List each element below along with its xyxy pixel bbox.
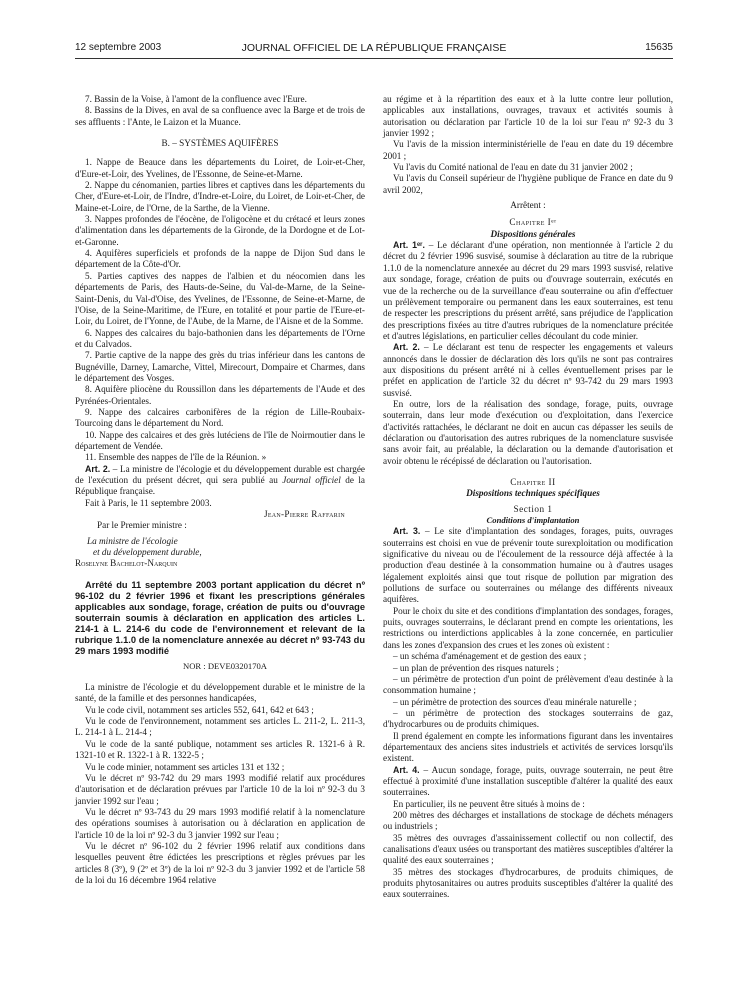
- ministre-title-1: La ministre de l'écologie: [87, 535, 178, 546]
- visa: Vu le décret nº 93-743 du 29 mars 1993 modifié relatif à la nomenclature des opérations soumises à autorisation ou à déclaration en application de l'article 10 de la loi nº 92-3 du 3 janvier 1992 sur l'eau ;: [75, 806, 365, 840]
- visa: Vu le code de la santé publique, notamment ses articles R. 1321-6 à R. 1321-10 et R. 1322-1 à R. 1322-5 ;: [75, 738, 365, 761]
- paragraph: Il prend également en compte les informations figurant dans les inventaires départementaux des anciens sites industriels et activités de services lorsqu'ils existent.: [383, 730, 673, 764]
- visa: Vu le code civil, notamment ses articles 552, 641, 642 et 643 ;: [85, 704, 314, 715]
- signatory-name: Jean-Pierre Raffarin: [263, 509, 345, 520]
- aquifer-list: [75, 157, 365, 463]
- visa: La ministre de l'écologie et du développement durable et le ministre de la santé, de la famille et des personnes handicapées,: [75, 682, 365, 704]
- article-label: Art. 4.: [393, 764, 420, 775]
- section-title: B. – SYSTÈMES AQUIFÈRES: [161, 138, 279, 149]
- article-label: Art. 2.: [393, 342, 420, 353]
- par-premier-ministre: Par le Premier ministre :: [97, 520, 187, 531]
- list-item: 4. Aquifères superficiels et profonds de la nappe de Dijon Sud dans le département de la Côte-d'Or.: [75, 248, 365, 270]
- header-date: 12 septembre 2003: [75, 42, 162, 53]
- visa: Vu l'avis du Comité national de l'eau en date du 31 janvier 2002 ;: [393, 162, 633, 173]
- paragraph: En outre, lors de la réalisation des sondage, forage, puits, ouvrage souterrain, dans leur mode d'exécution ou d'exploitation, dans l'exercice d'activités rattachées, le déclarant ne doit en aucun cas dépasser les seuils de déclaration ou d'autorisation des autres rubriques de la nomenclature susvisée sans avoir fait, au préalable, la déclaration ou la demande d'autorisation et avoir obtenu le récépissé de déclaration ou l'autorisation.: [383, 398, 673, 466]
- visa: Vu le code minier, notamment ses articles 131 et 132 ;: [85, 761, 285, 772]
- list-item: 35 mètres des ouvrages d'assainissement collectif ou non collectif, des canalisations d'eaux usées ou transportant des matières susceptibles d'altérer la qualité des eaux souterraines ;: [383, 832, 673, 866]
- arrete-title: Arrêté du 11 septembre 2003 portant application du décret nº 96-102 du 2 février 1996 et fixant les prescriptions générales applicables aux sondage, forage, création de puits ou d'ouvrage souterrain soumis à déclaration en application des articles L. 214-1 à L. 214-6 du code de l'environnement et relevant de la rubrique 1.1.0 de la nomenclature annexée au décret nº 93-743 du 29 mars 1993 modifié: [75, 579, 365, 656]
- list-item: 5. Parties captives des nappes de l'albien et du néocomien dans les départements de Paris, des Hauts-de-Seine, du Val-de-Marne, de la Seine-Saint-Denis, du Val-d'Oise, des Yvelines, de l'Essonne, de Seine-et-Marne, de l'Oise, de la Seine-Maritime, de l'Eure, en totalité et pour partie de l'Eure-et-Loir, du Loiret, de l'Yonne, de l'Aube, de la Marne, de l'Aisne et de la Somme.: [75, 270, 365, 327]
- section-1-title: Conditions d'implantation: [486, 515, 580, 526]
- list-item: 200 mètres des décharges et installations de stockage de déchets ménagers ou industriels ;: [383, 809, 673, 832]
- paragraph: En particulier, ils ne peuvent être situés à moins de :: [393, 798, 585, 809]
- visa: Vu le code de l'environnement, notamment ses articles L. 211-2, L. 211-3, L. 214-1 à L. 214-4 ;: [75, 716, 365, 738]
- list-item: – un plan de prévention des risques naturels ;: [393, 662, 559, 673]
- visa: Vu l'avis de la mission interministérielle de l'eau en date du 19 décembre 2001 ;: [383, 139, 673, 161]
- paragraph: 7. Bassin de la Voise, à l'amont de la confluence avec l'Eure.: [85, 94, 307, 104]
- article-label: Art. 1ᵉʳ.: [393, 240, 425, 251]
- list-item: 8. Aquifère pliocène du Roussillon dans les départements de l'Aude et des Pyrénées-Orientales.: [75, 384, 365, 406]
- paragraph: Pour le choix du site et des conditions d'implantation des sondages, forages, puits, ouvrages souterrains, le déclarant prend en compte les orientations, les restrictions ou interdictions applicables à la zone concernée, en particulier dans les zones d'expansion des crues et les zones où existent :: [383, 605, 673, 650]
- list-item: 35 mètres des stockages d'hydrocarbures, de produits chimiques, de produits phytosanitaires ou autres produits susceptibles d'altérer la qualité des eaux souterraines.: [383, 866, 673, 900]
- visa: au régime et à la répartition des eaux et à la lutte contre leur pollution, applicables aux installations, ouvrages, travaux et activités soumis à autorisation ou déclaration par l'article 10 de la loi sur l'eau nº 92-3 du 3 janvier 1992 ;: [383, 94, 673, 139]
- ministre-name: Roselyne Bachelot-Narquin: [75, 558, 178, 569]
- left-column: [75, 94, 365, 886]
- article-4: Art. 4. – Aucun sondage, forage, puits, ouvrage souterrain, ne peut être effectué à proximité d'une installation susceptible d'altérer la qualité des eaux souterraines.: [383, 764, 673, 798]
- visa: Vu le décret nº 93-742 du 29 mars 1993 modifié relatif aux procédures d'autorisation et de déclaration prévues par l'article 10 de la loi nº 92-3 du 3 janvier 1992 sur l'eau ;: [75, 772, 365, 806]
- header-rule: [75, 58, 673, 59]
- visa: Vu l'avis du Conseil supérieur de l'hygiène publique de France en date du 9 avril 2002,: [383, 173, 673, 195]
- article-2: Art. 2. – Le déclarant est tenu de respecter les engagements et valeurs annoncés dans le dossier de déclaration dès lors qu'ils ne sont pas contraires aux dispositions du présent arrêté ni à celles éventuellement prises par le préfet en application de l'article 32 du décret nº 93-742 du 29 mars 1993 susvisé.: [383, 342, 673, 398]
- list-item: 10. Nappe des calcaires et des grès lutéciens de l'île de Noirmoutier dans le département de Vendée.: [75, 429, 365, 451]
- list-item: 3. Nappes profondes de l'éocène, de l'oligocène et du crétacé et leurs zones d'alimentation dans les départements de la Gironde, de la Dordogne et de Lot-et-Garonne.: [75, 214, 365, 247]
- section-1-heading: Section 1: [513, 503, 553, 514]
- list-item: 9. Nappe des calcaires carbonifères de la région de Lille-Roubaix-Tourcoing dans le département du Nord.: [75, 406, 365, 429]
- list-item: 7. Partie captive de la nappe des grès du trias inférieur dans les cantons de Bugnéville, Darney, Lamarche, Vittel, Mirecourt, Dompaire et Charmes, dans le département des Vosges.: [75, 350, 365, 383]
- visa: Vu le décret nº 96-102 du 2 février 1996 relatif aux conditions dans lesquelles peuvent être édictées les prescriptions et règles prévues par les articles 8 (3º), 9 (2º et 3º) de la loi nº 92-3 du 3 janvier 1992 et de l'article 58 de la loi du 16 décembre 1964 relative: [75, 840, 365, 885]
- article-label: Art. 2.: [85, 463, 111, 474]
- ministre-title-2: et du développement durable,: [93, 547, 202, 558]
- list-item: – un périmètre de protection d'un point de prélèvement d'eau destinée à la consommation humaine ;: [383, 673, 673, 696]
- article-2-decree: Art. 2. – La ministre de l'écologie et du développement durable est chargée de l'exécution du présent décret, qui sera publié au Journal officiel de la République française.: [75, 463, 366, 497]
- list-item: – un périmètre de protection des stockages souterrains de gaz, d'hydrocarbures ou de produits chimiques.: [383, 707, 673, 730]
- arretent: Arrêtent :: [510, 200, 546, 211]
- header-page-number: 15635: [645, 42, 673, 53]
- protection-zone-list: [383, 651, 673, 730]
- article-1: Art. 1ᵉʳ. – Le déclarant d'une opération, non mentionnée à l'article 2 du décret du 2 février 1996 susvisé, soumise à déclaration au titre de la rubrique 1.1.0 de la nomenclature annexée au décret du 29 mars 1993 susvisé, relative aux sondage, forage, création de puits ou d'ouvrage souterrain, exécutés en vue de la recherche ou de la surveillance d'eau souterraine ou afin d'effectuer un prélèvement temporaire ou permanent dans les eaux souterraines, est tenu de respecter les prescriptions du présent arrêté, sans préjudice de l'application des prescriptions fixées au titre d'autres rubriques de la nomenclature précitée et d'autres législations, en particulier celles découlant du code minier.: [383, 240, 673, 341]
- page-header: [75, 42, 673, 56]
- article-label: Art. 3.: [393, 526, 421, 537]
- list-item: 11. Ensemble des nappes de l'île de la Réunion. »: [85, 452, 267, 463]
- list-item: 1. Nappe de Beauce dans les départements du Loiret, de Loir-et-Cher, d'Eure-et-Loir, des Yvelines, de l'Essonne, de Seine-et-Marne.: [75, 157, 365, 179]
- article-3: Art. 3. – Le site d'implantation des sondages, forages, puits, ouvrages souterrains est choisi en vue de prévenir toute surexploitation ou modification significative du niveau ou de l'écoulement de la ressource déjà affectée à la production d'eau destinée à la consommation humaine ou à d'autres usages légalement exploités ainsi que tout risque de pollution par migration des pollutions de surface ou souterraines ou mélange des différents niveaux aquifères.: [383, 526, 673, 605]
- list-item: 2. Nappe du cénomanien, parties libres et captives dans les départements du Cher, d'Eure-et-Loir, de l'Indre, d'Indre-et-Loire, du Loiret, de Loir-et-Cher, de Maine-et-Loire, de l'Orne, de la Sarthe, de la Vienne.: [75, 180, 365, 213]
- list-item: 6. Nappes des calcaires du bajo-bathonien dans les départements de l'Orne et du Calvados.: [75, 327, 365, 349]
- chapter-2-title: Dispositions techniques spécifiques: [466, 488, 600, 499]
- nor-reference: NOR : DEVE0320170A: [182, 660, 268, 671]
- chapter-1-title: Dispositions générales: [490, 228, 576, 239]
- fait-a-paris: Fait à Paris, le 11 septembre 2003.: [85, 497, 212, 508]
- paragraph: 8. Bassins de la Dives, en aval de sa confluence avec la Barge et de trois de ses affluents : l'Ante, le Laizon et la Muance.: [75, 105, 365, 127]
- header-journal-title: JOURNAL OFFICIEL DE LA RÉPUBLIQUE FRANÇAISE: [241, 42, 507, 54]
- list-item: – un schéma d'aménagement et de gestion des eaux ;: [393, 651, 587, 662]
- list-item: – un périmètre de protection des sources d'eau minérale naturelle ;: [393, 696, 637, 707]
- chapter-2-heading: Chapitre II: [510, 477, 556, 487]
- right-column: [383, 94, 673, 901]
- visas-list: [75, 682, 365, 886]
- chapter-1-heading: Chapitre Iᵉʳ: [509, 217, 557, 228]
